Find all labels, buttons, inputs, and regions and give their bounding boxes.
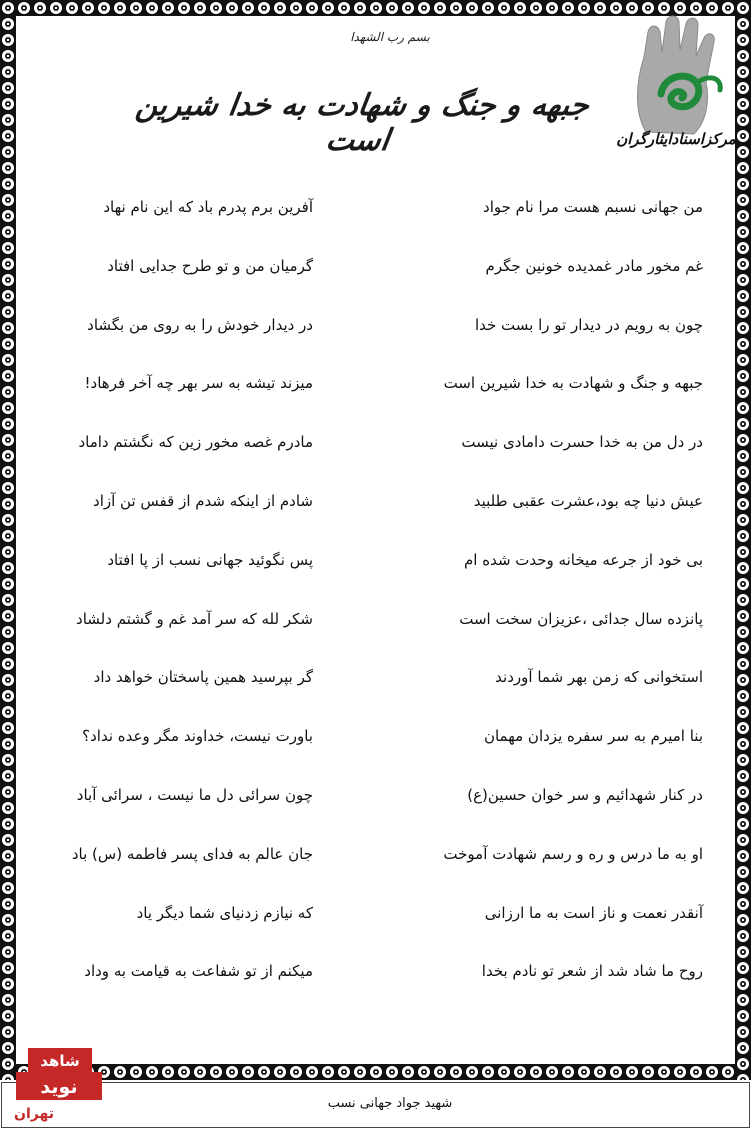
verse-right-hemistich: آنقدر نعمت و ناز است به ما ارزانی (484, 904, 703, 922)
stamp-word-3: تهران (14, 1106, 54, 1122)
verse-right-hemistich: در دل من به خدا حسرت دامادی نیست (461, 433, 703, 451)
verse-left-hemistich: پس نگوئید جهانی نسب از پا افتاد (107, 551, 313, 569)
bismillah-text: بسم رب الشهدا (350, 30, 430, 44)
verse-left-hemistich: باورت نیست، خداوند مگر وعده نداد؟ (82, 727, 313, 745)
verse-right-hemistich: بی خود از جرعه میخانه وحدت شده ام (463, 551, 703, 569)
verse-right-hemistich: غم مخور مادر غمدیده خونین جگرم (485, 257, 703, 275)
stamp-word-1: شاهد (40, 1052, 80, 1070)
verse-right-hemistich: من جهانی نسبم هست مرا نام جواد (483, 198, 703, 216)
verse-right-hemistich: پانزده سال جدائی ،عزیزان سخت است (459, 610, 703, 628)
verse-right-hemistich: در کنار شهدائیم و سر خوان حسین(ع) (467, 786, 703, 804)
caption-text: شهید جواد جهانی نسب (327, 1096, 453, 1111)
verse-left-hemistich: آفرین برم پدرم باد که این نام نهاد (103, 198, 313, 216)
verse-left-hemistich: که نیازم زدنیای شما دیگر یاد (136, 904, 313, 922)
verse-right-hemistich: بنا امیرم به سر سفره یزدان مهمان (483, 727, 703, 745)
verse-left-hemistich: گر بپرسید همین پاسختان خواهد داد (93, 668, 313, 686)
verse-left-hemistich: چون سرائی دل ما نیست ، سرائی آباد (76, 786, 313, 804)
logo-caption: مرکزاسنادایثارگران (616, 130, 736, 148)
verse-left-hemistich: میزند تیشه به سر بهر چه آخر فرهاد! (84, 374, 313, 392)
verse-left-hemistich: جان عالم به فدای پسر فاطمه (س) باد (71, 845, 313, 863)
page-title: جبهه و جنگ و شهادت به خدا شیرین است (133, 88, 592, 158)
bottom-border (0, 1064, 751, 1080)
verse-left-hemistich: گرمیان من و تو طرح جدایی افتاد (107, 257, 313, 275)
verse-left-hemistich: شادم از اینکه شدم از قفس تن آزاد (93, 492, 313, 510)
verse-right-hemistich: او به ما درس و ره و رسم شهادت آموخت (443, 845, 703, 863)
navid-shahed-stamp-icon (6, 1046, 102, 1126)
verse-left-hemistich: مادرم غصه مخور زین که نگشتم داماد (78, 433, 313, 451)
verse-right-hemistich: روح ما شاد شد از شعر تو نادم بخدا (481, 962, 703, 980)
verse-left-hemistich: در دیدار خودش را به روی من بگشاد (87, 316, 313, 334)
verse-left-hemistich: میکنم از تو شفاعت به قیامت به وداد (84, 962, 313, 980)
verse-left-hemistich: شکر لله که سر آمد غم و گشتم دلشاد (76, 610, 313, 628)
verse-right-hemistich: استخوانی که زمن بهر شما آوردند (495, 668, 703, 686)
verse-right-hemistich: جبهه و جنگ و شهادت به خدا شیرین است (443, 374, 703, 392)
stamp-word-2: نوید (40, 1076, 78, 1098)
verse-right-hemistich: عیش دنیا چه بود،عشرت عقبی طلبید (473, 492, 703, 510)
verse-right-hemistich: چون به رویم در دیدار تو را بست خدا (474, 316, 703, 334)
